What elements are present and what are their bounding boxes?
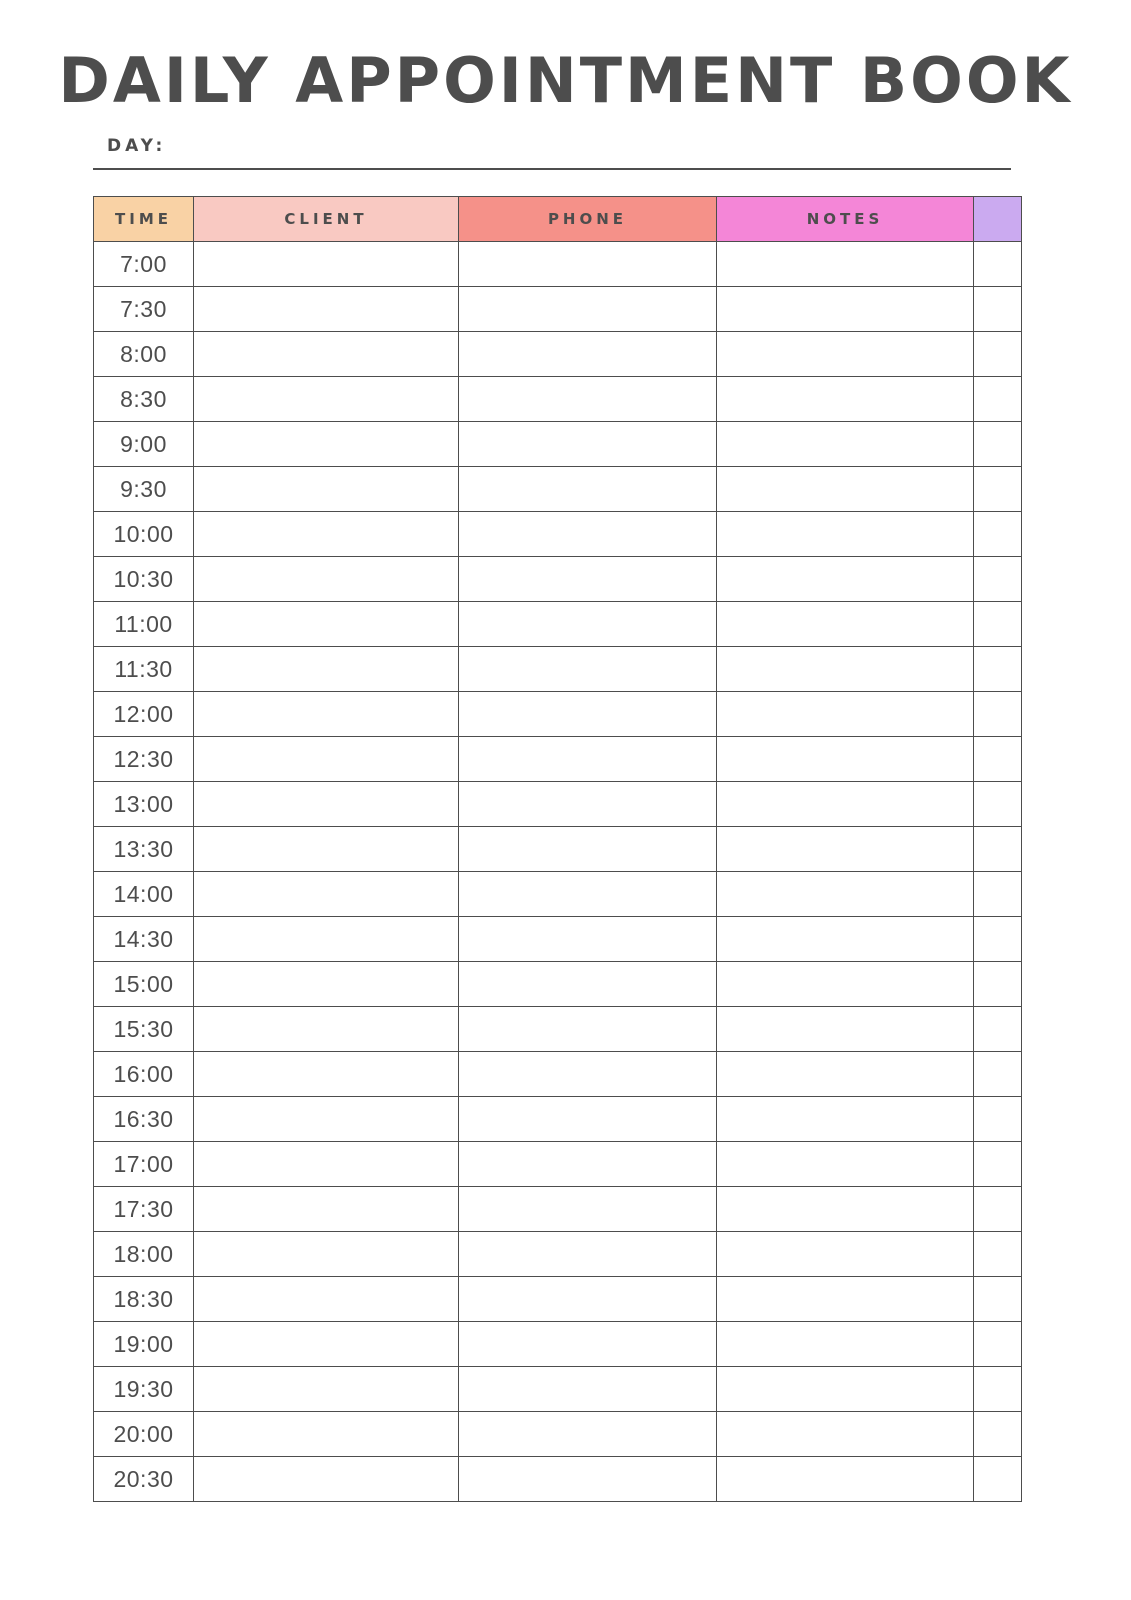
cell-client[interactable] (194, 1457, 459, 1502)
cell-time: 20:30 (94, 1457, 194, 1502)
cell-extra[interactable] (974, 377, 1022, 422)
cell-notes[interactable] (717, 377, 974, 422)
cell-notes[interactable] (717, 692, 974, 737)
cell-extra[interactable] (974, 1412, 1022, 1457)
cell-notes[interactable] (717, 647, 974, 692)
table-row (94, 872, 1022, 917)
table-row (94, 827, 1022, 872)
cell-client[interactable] (194, 1187, 459, 1232)
column-header-time: TIME (94, 197, 194, 242)
cell-notes[interactable] (717, 1007, 974, 1052)
table-row (94, 1007, 1022, 1052)
cell-extra[interactable] (974, 1367, 1022, 1412)
table-row (94, 917, 1022, 962)
cell-client[interactable] (194, 377, 459, 422)
cell-phone[interactable] (459, 917, 717, 962)
cell-extra[interactable] (974, 1007, 1022, 1052)
cell-time: 10:30 (94, 557, 194, 602)
cell-time: 18:30 (94, 1277, 194, 1322)
cell-client[interactable] (194, 827, 459, 872)
cell-extra[interactable] (974, 1322, 1022, 1367)
cell-extra[interactable] (974, 1142, 1022, 1187)
cell-phone[interactable] (459, 782, 717, 827)
table-row (94, 1457, 1022, 1502)
cell-client[interactable] (194, 602, 459, 647)
cell-client[interactable] (194, 467, 459, 512)
table-row (94, 1097, 1022, 1142)
cell-client[interactable] (194, 647, 459, 692)
cell-notes[interactable] (717, 1412, 974, 1457)
column-header-phone: PHONE (459, 197, 717, 242)
cell-time: 17:30 (94, 1187, 194, 1232)
cell-client[interactable] (194, 1412, 459, 1457)
cell-notes[interactable] (717, 782, 974, 827)
cell-phone[interactable] (459, 692, 717, 737)
cell-notes[interactable] (717, 872, 974, 917)
column-header-extra (974, 197, 1022, 242)
cell-notes[interactable] (717, 602, 974, 647)
cell-phone[interactable] (459, 737, 717, 782)
cell-phone[interactable] (459, 332, 717, 377)
table-row (94, 1142, 1022, 1187)
cell-extra[interactable] (974, 287, 1022, 332)
cell-client[interactable] (194, 1232, 459, 1277)
cell-phone[interactable] (459, 647, 717, 692)
cell-extra[interactable] (974, 872, 1022, 917)
cell-client[interactable] (194, 1322, 459, 1367)
cell-notes[interactable] (717, 332, 974, 377)
cell-phone[interactable] (459, 1142, 717, 1187)
table-row (94, 1322, 1022, 1367)
table-row (94, 422, 1022, 467)
cell-time: 7:30 (94, 287, 194, 332)
table-row (94, 692, 1022, 737)
cell-time: 13:30 (94, 827, 194, 872)
cell-time: 9:30 (94, 467, 194, 512)
cell-time: 12:00 (94, 692, 194, 737)
cell-phone[interactable] (459, 1367, 717, 1412)
cell-time: 17:00 (94, 1142, 194, 1187)
cell-phone[interactable] (459, 287, 717, 332)
table-row (94, 332, 1022, 377)
cell-notes[interactable] (717, 917, 974, 962)
cell-notes[interactable] (717, 467, 974, 512)
cell-time: 8:00 (94, 332, 194, 377)
cell-notes[interactable] (717, 1277, 974, 1322)
cell-notes[interactable] (717, 1367, 974, 1412)
table-row (94, 1412, 1022, 1457)
cell-extra[interactable] (974, 647, 1022, 692)
cell-phone[interactable] (459, 962, 717, 1007)
page-title: DAILY APPOINTMENT BOOK (58, 44, 1073, 117)
cell-extra[interactable] (974, 827, 1022, 872)
cell-notes[interactable] (717, 1187, 974, 1232)
cell-phone[interactable] (459, 1277, 717, 1322)
table-row (94, 242, 1022, 287)
cell-phone[interactable] (459, 467, 717, 512)
table-header (94, 197, 1022, 242)
cell-extra[interactable] (974, 242, 1022, 287)
table-row (94, 1187, 1022, 1232)
cell-client[interactable] (194, 1007, 459, 1052)
cell-time: 14:00 (94, 872, 194, 917)
table-row (94, 377, 1022, 422)
cell-notes[interactable] (717, 242, 974, 287)
cell-notes[interactable] (717, 1322, 974, 1367)
cell-time: 19:30 (94, 1367, 194, 1412)
cell-extra[interactable] (974, 917, 1022, 962)
cell-extra[interactable] (974, 1052, 1022, 1097)
cell-extra[interactable] (974, 1457, 1022, 1502)
cell-time: 10:00 (94, 512, 194, 557)
cell-client[interactable] (194, 422, 459, 467)
cell-client[interactable] (194, 782, 459, 827)
cell-time: 16:00 (94, 1052, 194, 1097)
cell-time: 14:30 (94, 917, 194, 962)
cell-extra[interactable] (974, 602, 1022, 647)
cell-phone[interactable] (459, 1457, 717, 1502)
cell-time: 18:00 (94, 1232, 194, 1277)
cell-time: 16:30 (94, 1097, 194, 1142)
cell-extra[interactable] (974, 1187, 1022, 1232)
cell-client[interactable] (194, 1367, 459, 1412)
cell-extra[interactable] (974, 1277, 1022, 1322)
cell-time: 13:00 (94, 782, 194, 827)
table-row (94, 1277, 1022, 1322)
cell-client[interactable] (194, 287, 459, 332)
cell-extra[interactable] (974, 512, 1022, 557)
cell-client[interactable] (194, 692, 459, 737)
cell-client[interactable] (194, 1052, 459, 1097)
cell-time: 7:00 (94, 242, 194, 287)
cell-notes[interactable] (717, 1457, 974, 1502)
cell-time: 8:30 (94, 377, 194, 422)
cell-phone[interactable] (459, 377, 717, 422)
column-header-notes: NOTES (717, 197, 974, 242)
cell-client[interactable] (194, 332, 459, 377)
cell-notes[interactable] (717, 1097, 974, 1142)
cell-extra[interactable] (974, 962, 1022, 1007)
day-label: DAY: (107, 136, 167, 156)
cell-client[interactable] (194, 242, 459, 287)
cell-notes[interactable] (717, 422, 974, 467)
cell-phone[interactable] (459, 512, 717, 557)
cell-time: 19:00 (94, 1322, 194, 1367)
cell-phone[interactable] (459, 242, 717, 287)
cell-client[interactable] (194, 1277, 459, 1322)
table-row (94, 1232, 1022, 1277)
cell-phone[interactable] (459, 1232, 717, 1277)
appointment-table (93, 196, 1022, 1502)
table-row (94, 512, 1022, 557)
cell-extra[interactable] (974, 557, 1022, 602)
table-row (94, 782, 1022, 827)
cell-extra[interactable] (974, 467, 1022, 512)
cell-client[interactable] (194, 737, 459, 782)
cell-phone[interactable] (459, 602, 717, 647)
cell-client[interactable] (194, 512, 459, 557)
table-row (94, 737, 1022, 782)
cell-time: 20:00 (94, 1412, 194, 1457)
cell-client[interactable] (194, 872, 459, 917)
cell-time: 11:00 (94, 602, 194, 647)
cell-phone[interactable] (459, 1412, 717, 1457)
cell-extra[interactable] (974, 422, 1022, 467)
cell-notes[interactable] (717, 557, 974, 602)
cell-time: 12:30 (94, 737, 194, 782)
cell-extra[interactable] (974, 737, 1022, 782)
cell-time: 15:00 (94, 962, 194, 1007)
table-row (94, 467, 1022, 512)
cell-phone[interactable] (459, 1097, 717, 1142)
cell-notes[interactable] (717, 1232, 974, 1277)
cell-phone[interactable] (459, 557, 717, 602)
table-row (94, 1052, 1022, 1097)
cell-client[interactable] (194, 1097, 459, 1142)
cell-notes[interactable] (717, 512, 974, 557)
cell-extra[interactable] (974, 1097, 1022, 1142)
table-body (94, 242, 1022, 1502)
cell-client[interactable] (194, 557, 459, 602)
cell-notes[interactable] (717, 962, 974, 1007)
cell-extra[interactable] (974, 782, 1022, 827)
day-field-row[interactable] (93, 132, 1011, 170)
cell-time: 11:30 (94, 647, 194, 692)
cell-notes[interactable] (717, 1052, 974, 1097)
cell-client[interactable] (194, 917, 459, 962)
cell-notes[interactable] (717, 737, 974, 782)
cell-phone[interactable] (459, 872, 717, 917)
table-row (94, 602, 1022, 647)
cell-time: 9:00 (94, 422, 194, 467)
cell-phone[interactable] (459, 1322, 717, 1367)
table-row (94, 287, 1022, 332)
cell-notes[interactable] (717, 287, 974, 332)
cell-phone[interactable] (459, 827, 717, 872)
cell-time: 15:30 (94, 1007, 194, 1052)
table-row (94, 557, 1022, 602)
table-header-row (94, 197, 1022, 242)
cell-notes[interactable] (717, 827, 974, 872)
table-row (94, 647, 1022, 692)
cell-phone[interactable] (459, 1007, 717, 1052)
cell-phone[interactable] (459, 1052, 717, 1097)
cell-phone[interactable] (459, 422, 717, 467)
column-header-client: CLIENT (194, 197, 459, 242)
cell-client[interactable] (194, 962, 459, 1007)
cell-extra[interactable] (974, 1232, 1022, 1277)
cell-phone[interactable] (459, 1187, 717, 1232)
cell-extra[interactable] (974, 332, 1022, 377)
table-row (94, 962, 1022, 1007)
cell-extra[interactable] (974, 692, 1022, 737)
cell-notes[interactable] (717, 1142, 974, 1187)
table-row (94, 1367, 1022, 1412)
cell-client[interactable] (194, 1142, 459, 1187)
